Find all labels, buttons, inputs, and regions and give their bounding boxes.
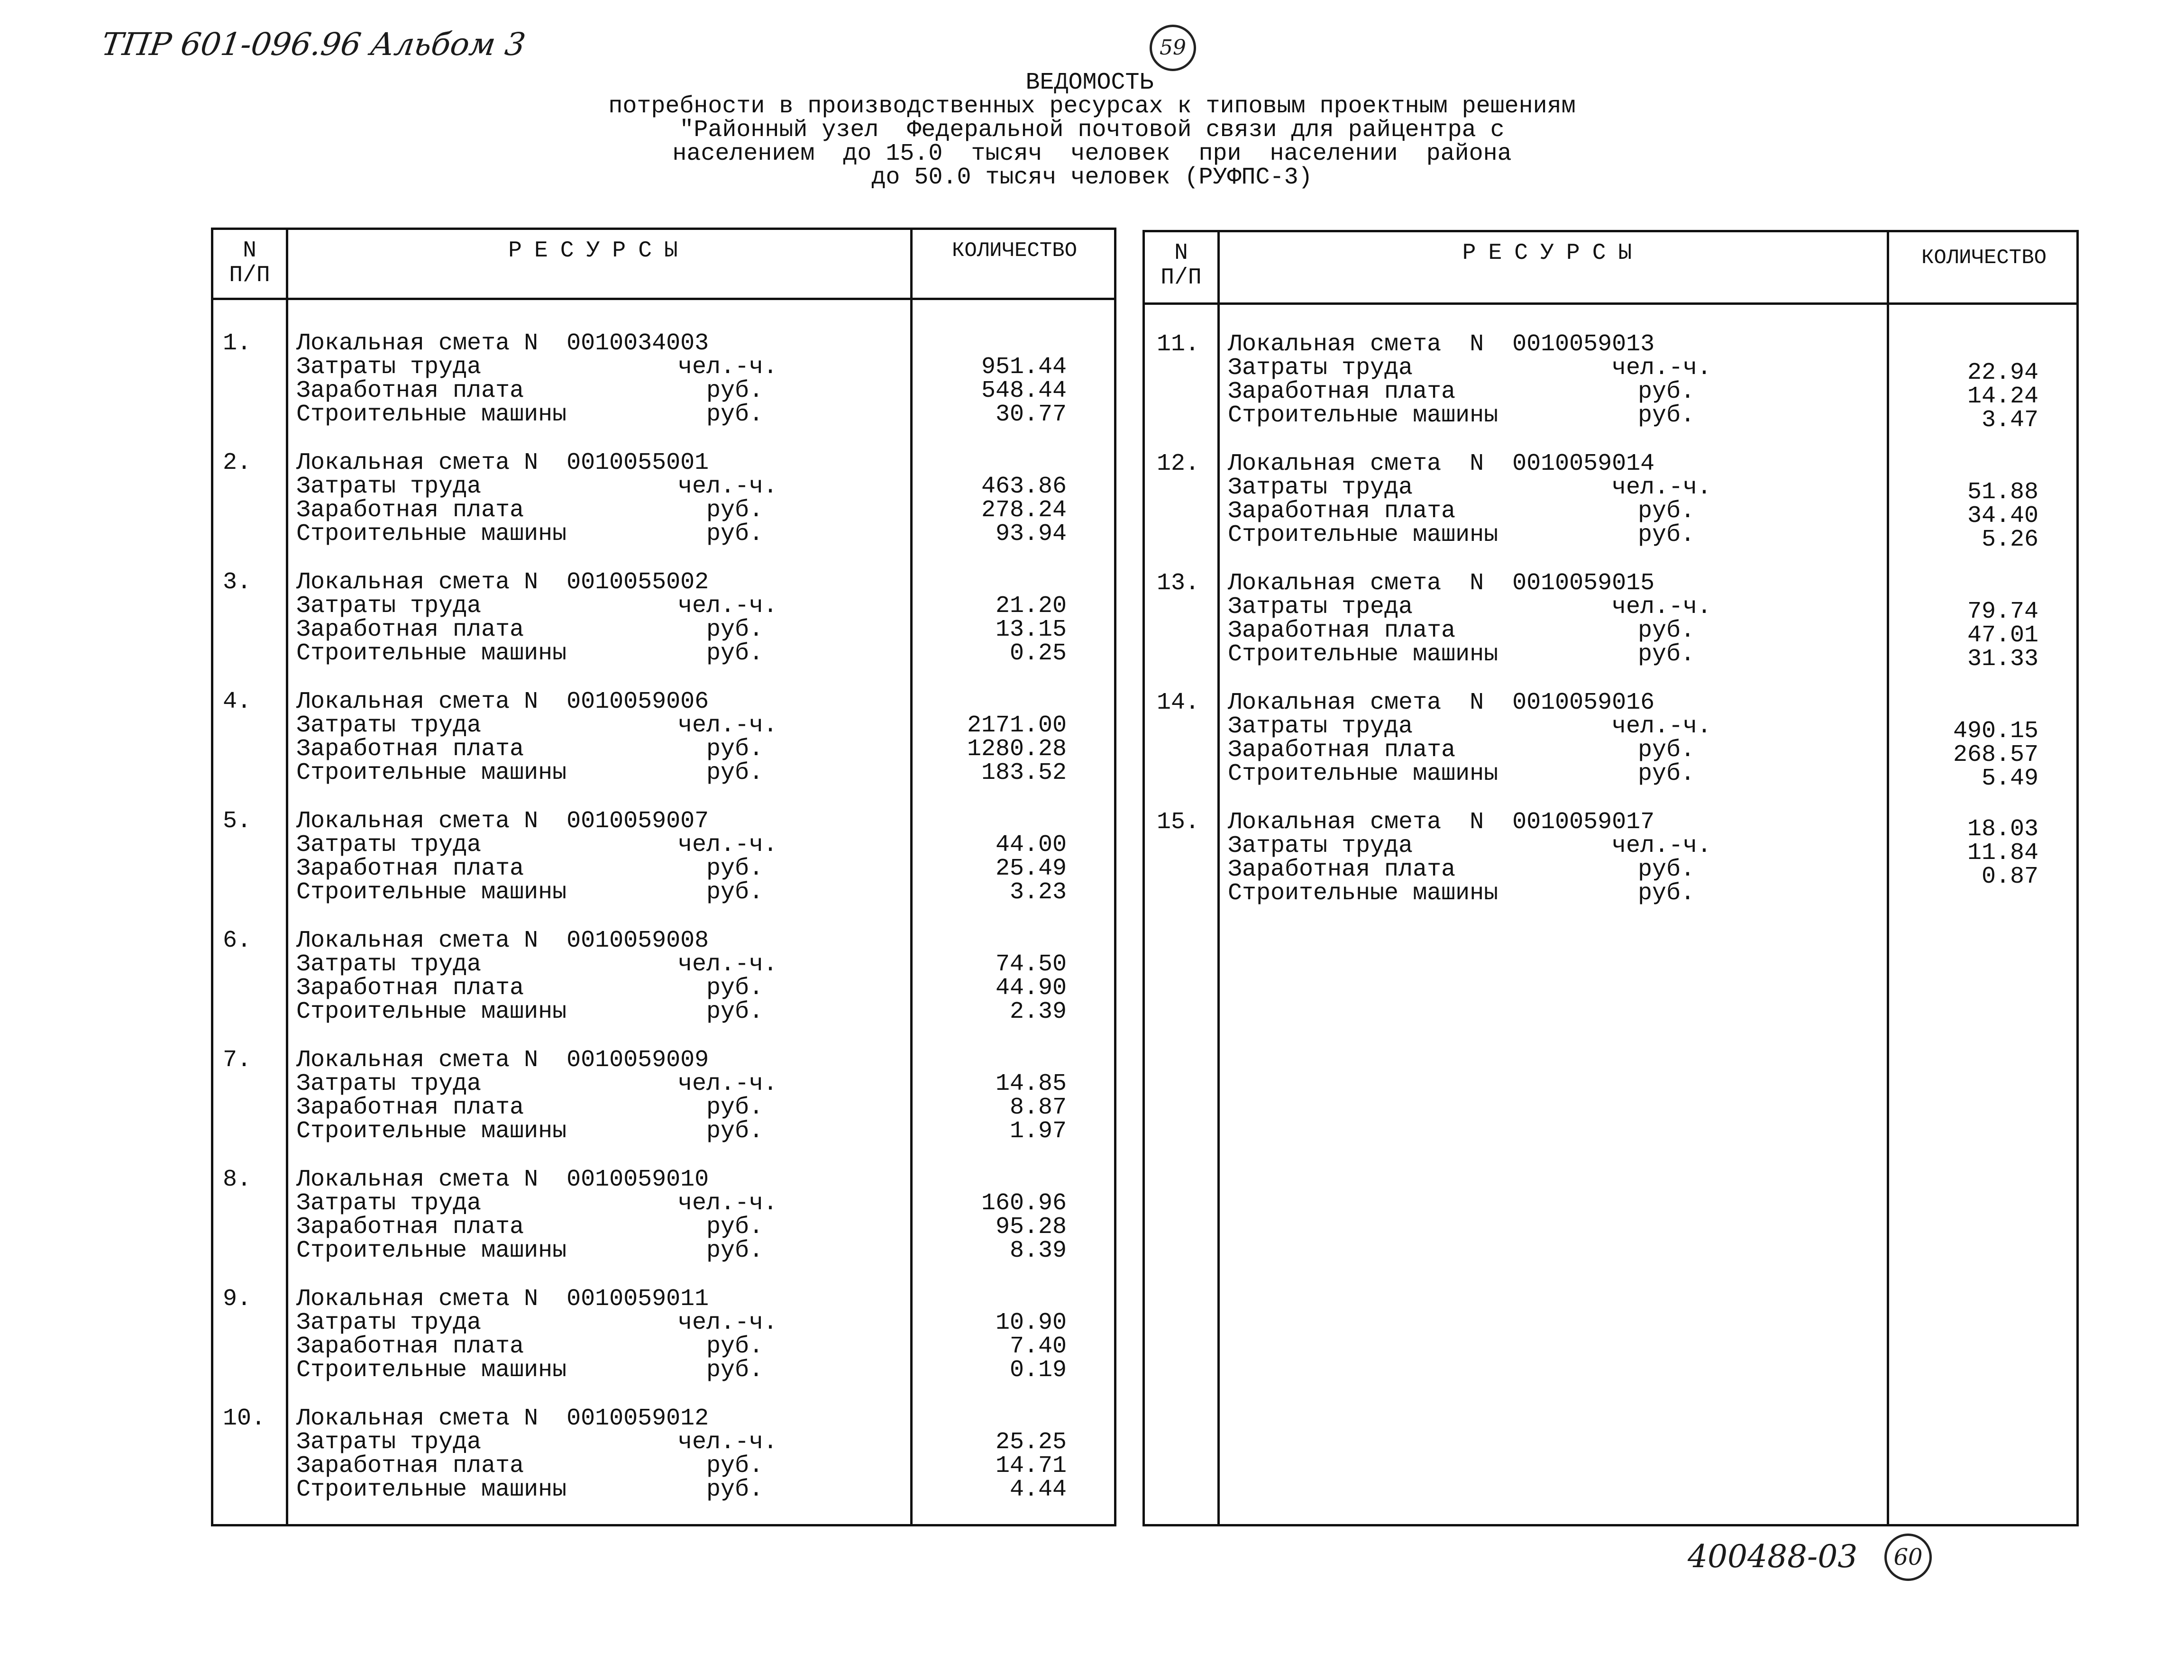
labor-label: Затраты труда (296, 712, 482, 739)
estimate-title: Локальная смета N 0010055001 (296, 449, 709, 476)
machines-label: Строительные машины (1228, 880, 1499, 907)
unit-label: руб. (1638, 760, 1695, 787)
unit-label: руб. (1638, 617, 1695, 644)
estimate-title: Локальная смета N 0010059012 (296, 1405, 709, 1432)
machines-label: Строительные машины (296, 998, 567, 1025)
machines-quantity: 0.19 (1009, 1357, 1067, 1384)
labor-label: Затраты труда (296, 473, 482, 500)
estimate-title: Локальная смета N 0010059006 (296, 688, 709, 715)
entry-quantities (1887, 720, 2038, 791)
salary-label: Заработная плата (296, 975, 524, 1002)
unit-label: руб. (706, 1476, 764, 1503)
unit-label: руб. (706, 377, 764, 404)
unit-label: руб. (1638, 498, 1695, 525)
labor-label: Затраты труда (296, 831, 482, 858)
machines-label: Строительные машины (296, 1476, 567, 1503)
machines-label: Строительные машины (1228, 521, 1499, 548)
machines-label: Строительные машины (296, 1118, 567, 1145)
salary-label: Заработная плата (1228, 378, 1456, 405)
salary-label: Заработная плата (296, 616, 524, 643)
estimate-title: Локальная смета N 0010059007 (296, 808, 709, 835)
entry-resource-block (296, 1047, 778, 1145)
labor-label: Затраты труда (296, 1309, 482, 1336)
salary-quantity: 548.44 (981, 377, 1067, 404)
right-header-quantity: КОЛИЧЕСТВО (1921, 246, 2047, 270)
entry-number: 10. (223, 1405, 266, 1432)
labor-quantity: 463.86 (981, 473, 1067, 500)
machines-quantity: 31.33 (1967, 646, 2038, 673)
unit-label: чел.-ч. (678, 951, 778, 978)
unit-label: руб. (1638, 521, 1695, 548)
entry-number: 5. (223, 808, 252, 835)
entry-resource-block (296, 569, 778, 667)
machines-quantity: 183.52 (981, 759, 1067, 786)
machines-quantity: 1.97 (1009, 1118, 1067, 1145)
entry-resource-block (1228, 570, 1712, 668)
document-code-annotation: 400488-03 (1688, 1538, 1858, 1575)
machines-quantity: 5.49 (1981, 765, 2038, 792)
labor-quantity: 490.15 (1953, 718, 2038, 745)
unit-label: чел.-ч. (1612, 355, 1712, 382)
unit-label: руб. (1638, 737, 1695, 764)
unit-label: руб. (706, 1214, 764, 1241)
labor-label: Затраты труда (296, 951, 482, 978)
entry-resource-block (1228, 809, 1712, 907)
entry-resource-block (296, 927, 778, 1025)
salary-label: Заработная плата (1228, 856, 1456, 883)
salary-quantity: 47.01 (1967, 622, 2038, 649)
right-header-number: N П/П (1161, 240, 1202, 291)
machines-label: Строительные машины (296, 879, 567, 906)
sheet-number-circle: 59 (1150, 25, 1196, 71)
entry-resource-block (296, 808, 778, 906)
unit-label: чел.-ч. (678, 473, 778, 500)
unit-label: руб. (706, 520, 764, 548)
unit-label: руб. (706, 736, 764, 763)
machines-label: Строительные машины (296, 640, 567, 667)
machines-label: Строительные машины (296, 520, 567, 548)
unit-label: руб. (706, 1357, 764, 1384)
machines-quantity: 5.26 (1981, 526, 2038, 553)
machines-quantity: 0.87 (1981, 863, 2038, 890)
labor-quantity: 18.03 (1967, 816, 2038, 843)
salary-label: Заработная плата (296, 1452, 524, 1479)
estimate-title: Локальная смета N 0010059015 (1228, 570, 1655, 597)
unit-label: чел.-ч. (678, 1190, 778, 1217)
labor-quantity: 21.20 (995, 593, 1067, 620)
salary-quantity: 11.84 (1967, 840, 2038, 867)
album-annotation: ТПР 601-096.96 Альбом 3 (99, 26, 528, 63)
estimate-title: Локальная смета N 0010059008 (296, 927, 709, 954)
salary-label: Заработная плата (296, 1094, 524, 1121)
labor-label: Затраты труда (1228, 832, 1413, 859)
labor-quantity: 160.96 (981, 1190, 1067, 1217)
salary-label: Заработная плата (296, 377, 524, 404)
entry-number: 6. (223, 927, 252, 954)
entry-resource-block (296, 449, 778, 548)
entry-number: 9. (223, 1286, 252, 1313)
entry-quantities (1887, 481, 2038, 552)
entry-number: 15. (1157, 809, 1200, 836)
entry-resource-block (296, 1166, 778, 1264)
labor-quantity: 2171.00 (967, 712, 1067, 739)
machines-label: Строительные машины (296, 1237, 567, 1264)
salary-quantity: 1280.28 (967, 736, 1067, 763)
unit-label: чел.-ч. (678, 593, 778, 620)
salary-label: Заработная плата (1228, 617, 1456, 644)
machines-label: Строительные машины (296, 759, 567, 786)
unit-label: руб. (706, 855, 764, 882)
salary-label: Заработная плата (1228, 498, 1456, 525)
unit-label: чел.-ч. (678, 1070, 778, 1097)
entry-quantities (1887, 818, 2038, 889)
unit-label: чел.-ч. (1612, 593, 1712, 621)
unit-label: чел.-ч. (678, 712, 778, 739)
labor-label: Затраты труда (296, 593, 482, 620)
entry-quantities (875, 1192, 1067, 1263)
title-line-5: до 50.0 тысяч человек (РУФПС-3) (871, 164, 1313, 191)
unit-label: руб. (706, 497, 764, 524)
title-line-2: потребности в производственных ресурсах к типовым проектным решениям (608, 93, 1576, 120)
document-title (0, 71, 2184, 190)
entry-quantities (875, 953, 1067, 1024)
unit-label: руб. (1638, 378, 1695, 405)
labor-label: Затраты труда (1228, 713, 1413, 740)
unit-label: руб. (706, 998, 764, 1025)
machines-quantity: 93.94 (995, 520, 1067, 548)
estimate-title: Локальная смета N 0010059016 (1228, 689, 1655, 716)
salary-quantity: 13.15 (995, 616, 1067, 643)
estimate-title: Локальная смета N 0010059013 (1228, 331, 1655, 358)
entry-number: 1. (223, 330, 252, 357)
unit-label: чел.-ч. (678, 1429, 778, 1456)
entry-quantities (875, 594, 1067, 666)
unit-label: руб. (706, 1118, 764, 1145)
entry-resource-block (1228, 331, 1712, 429)
estimate-title: Локальная смета N 0010059010 (296, 1166, 709, 1193)
entry-resource-block (296, 1405, 778, 1503)
machines-quantity: 3.23 (1009, 879, 1067, 906)
machines-quantity: 0.25 (1009, 640, 1067, 667)
labor-quantity: 22.94 (1967, 359, 2038, 386)
salary-quantity: 25.49 (995, 855, 1067, 882)
salary-quantity: 34.40 (1967, 502, 2038, 530)
unit-label: руб. (706, 1094, 764, 1121)
entry-quantities (875, 475, 1067, 546)
labor-quantity: 14.85 (995, 1070, 1067, 1097)
entry-number: 3. (223, 569, 252, 596)
unit-label: руб. (706, 1333, 764, 1360)
unit-label: руб. (706, 1452, 764, 1479)
estimate-title: Локальная смета N 0010059017 (1228, 809, 1655, 836)
salary-label: Заработная плата (296, 1333, 524, 1360)
salary-quantity: 44.90 (995, 975, 1067, 1002)
labor-quantity: 51.88 (1967, 479, 2038, 506)
unit-label: чел.-ч. (1612, 713, 1712, 740)
labor-label: Затраты труда (1228, 355, 1413, 382)
labor-label: Затраты треда (1228, 593, 1413, 621)
labor-quantity: 25.25 (995, 1429, 1067, 1456)
unit-label: руб. (1638, 641, 1695, 668)
unit-label: руб. (706, 975, 764, 1002)
salary-label: Заработная плата (296, 736, 524, 763)
entry-resource-block (296, 1286, 778, 1384)
salary-quantity: 14.71 (995, 1452, 1067, 1479)
unit-label: руб. (706, 1237, 764, 1264)
machines-quantity: 4.44 (1009, 1476, 1067, 1503)
machines-label: Строительные машины (296, 401, 567, 428)
labor-label: Затраты труда (1228, 474, 1413, 501)
entry-quantities (875, 1311, 1067, 1382)
estimate-title: Локальная смета N 0010059014 (1228, 450, 1655, 477)
entry-number: 8. (223, 1166, 252, 1193)
salary-quantity: 14.24 (1967, 383, 2038, 410)
unit-label: руб. (706, 759, 764, 786)
entry-resource-block (1228, 689, 1712, 787)
labor-label: Затраты труда (296, 1190, 482, 1217)
entry-resource-block (296, 330, 778, 428)
salary-quantity: 7.40 (1009, 1333, 1067, 1360)
unit-label: руб. (706, 640, 764, 667)
right-header-resources: РЕСУРСЫ (1462, 240, 1645, 266)
machines-quantity: 3.47 (1981, 407, 2038, 434)
labor-quantity: 74.50 (995, 951, 1067, 978)
entry-quantities (875, 714, 1067, 785)
unit-label: чел.-ч. (678, 831, 778, 858)
title-line-3: "Районный узел Федеральной почтовой связи для райцентра с (679, 117, 1505, 144)
unit-label: чел.-ч. (1612, 474, 1712, 501)
machines-quantity: 2.39 (1009, 998, 1067, 1025)
estimate-title: Локальная смета N 0010059011 (296, 1286, 709, 1313)
unit-label: чел.-ч. (678, 1309, 778, 1336)
salary-label: Заработная плата (296, 1214, 524, 1241)
unit-label: чел.-ч. (1612, 832, 1712, 859)
labor-quantity: 44.00 (995, 831, 1067, 858)
salary-label: Заработная плата (1228, 737, 1456, 764)
entry-quantities (875, 356, 1067, 427)
salary-quantity: 95.28 (995, 1214, 1067, 1241)
machines-quantity: 30.77 (995, 401, 1067, 428)
entry-quantities (875, 833, 1067, 904)
entry-quantities (1887, 361, 2038, 432)
labor-label: Затраты труда (296, 1070, 482, 1097)
entry-number: 12. (1157, 450, 1200, 477)
labor-quantity: 951.44 (981, 354, 1067, 381)
machines-label: Строительные машины (1228, 760, 1499, 787)
machines-label: Строительные машины (296, 1357, 567, 1384)
left-header-quantity: КОЛИЧЕСТВО (951, 239, 1078, 263)
entry-number: 4. (223, 688, 252, 715)
labor-quantity: 79.74 (1967, 598, 2038, 625)
page-number-circle: 60 (1884, 1534, 1932, 1581)
estimate-title: Локальная смета N 0010055002 (296, 569, 709, 596)
unit-label: руб. (706, 879, 764, 906)
unit-label: чел.-ч. (678, 354, 778, 381)
salary-quantity: 268.57 (1953, 741, 2038, 768)
entry-quantities (875, 1072, 1067, 1143)
labor-label: Затраты труда (296, 1429, 482, 1456)
entry-number: 14. (1157, 689, 1200, 716)
title-line-4: населением до 15.0 тысяч человек при населении района (672, 140, 1512, 167)
salary-quantity: 278.24 (981, 497, 1067, 524)
unit-label: руб. (1638, 880, 1695, 907)
entry-number: 13. (1157, 570, 1200, 597)
entry-quantities (1887, 600, 2038, 671)
machines-label: Строительные машины (1228, 641, 1499, 668)
unit-label: руб. (706, 401, 764, 428)
machines-label: Строительные машины (1228, 402, 1499, 429)
salary-label: Заработная плата (296, 497, 524, 524)
unit-label: руб. (706, 616, 764, 643)
estimate-title: Локальная смета N 0010059009 (296, 1047, 709, 1074)
entry-resource-block (296, 688, 778, 786)
estimate-title: Локальная смета N 0010034003 (296, 330, 709, 357)
entry-number: 2. (223, 449, 252, 476)
entry-resource-block (1228, 450, 1712, 548)
entry-quantities (875, 1431, 1067, 1502)
salary-quantity: 8.87 (1009, 1094, 1067, 1121)
salary-label: Заработная плата (296, 855, 524, 882)
unit-label: руб. (1638, 402, 1695, 429)
labor-label: Затраты труда (296, 354, 482, 381)
machines-quantity: 8.39 (1009, 1237, 1067, 1264)
unit-label: руб. (1638, 856, 1695, 883)
entry-number: 7. (223, 1047, 252, 1074)
title-line-1: ВЕДОМОСТЬ (1025, 69, 1154, 96)
labor-quantity: 10.90 (995, 1309, 1067, 1336)
left-header-resources: РЕСУРСЫ (508, 238, 690, 264)
entry-number: 11. (1157, 331, 1200, 358)
left-header-number: N П/П (229, 238, 270, 288)
